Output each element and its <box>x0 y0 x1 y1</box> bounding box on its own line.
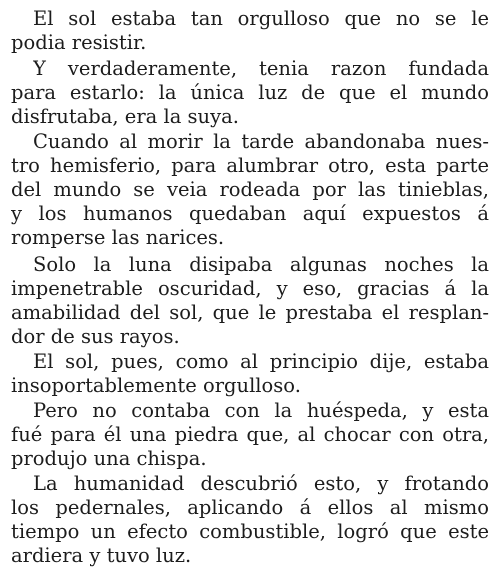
text-line: Y verdaderamente, tenia razon fundada <box>33 57 489 80</box>
text-line: Pero no contaba con la huéspeda, y esta <box>33 399 489 422</box>
text-line: podia resistir. <box>11 31 147 54</box>
text-line: romperse las narices. <box>11 226 225 249</box>
text-line: tiempo un efecto combustible, logró que este <box>11 520 489 543</box>
text-line: y los humanos quedaban aquí expuestos á <box>11 202 489 225</box>
text-line: El sol estaba tan orgulloso que no se le <box>33 7 489 30</box>
text-line: Cuando al morir la tarde abandonaba nues- <box>33 130 489 153</box>
text-line: ardiera y tuvo luz. <box>11 544 192 567</box>
text-line: produjo una chispa. <box>11 447 207 470</box>
text-line: El sol, pues, como al principio dije, estaba <box>33 350 489 373</box>
text-line: insoportablemente orgulloso. <box>11 374 301 397</box>
text-line: dor de sus rayos. <box>11 325 180 348</box>
text-line: para estarlo: la única luz de que el mundo <box>11 81 489 104</box>
text-line: los pedernales, aplicando á ellos al mismo <box>11 496 489 519</box>
text-line: La humanidad descubrió esto, y frotando <box>33 472 489 495</box>
text-line: amabilidad del sol, que le prestaba el resplan- <box>11 301 489 324</box>
text-line: tro hemisferio, para alumbrar otro, esta parte <box>11 154 489 177</box>
text-line: disfrutaba, era la suya. <box>11 105 239 128</box>
text-line: fué para él una piedra que, al chocar con otra, <box>11 423 489 446</box>
text-line: Solo la luna disipaba algunas noches la <box>33 253 489 276</box>
text-line: del mundo se veia rodeada por las tinieblas, <box>11 178 489 201</box>
text-line: impenetrable oscuridad, y eso, gracias á la <box>11 277 489 300</box>
